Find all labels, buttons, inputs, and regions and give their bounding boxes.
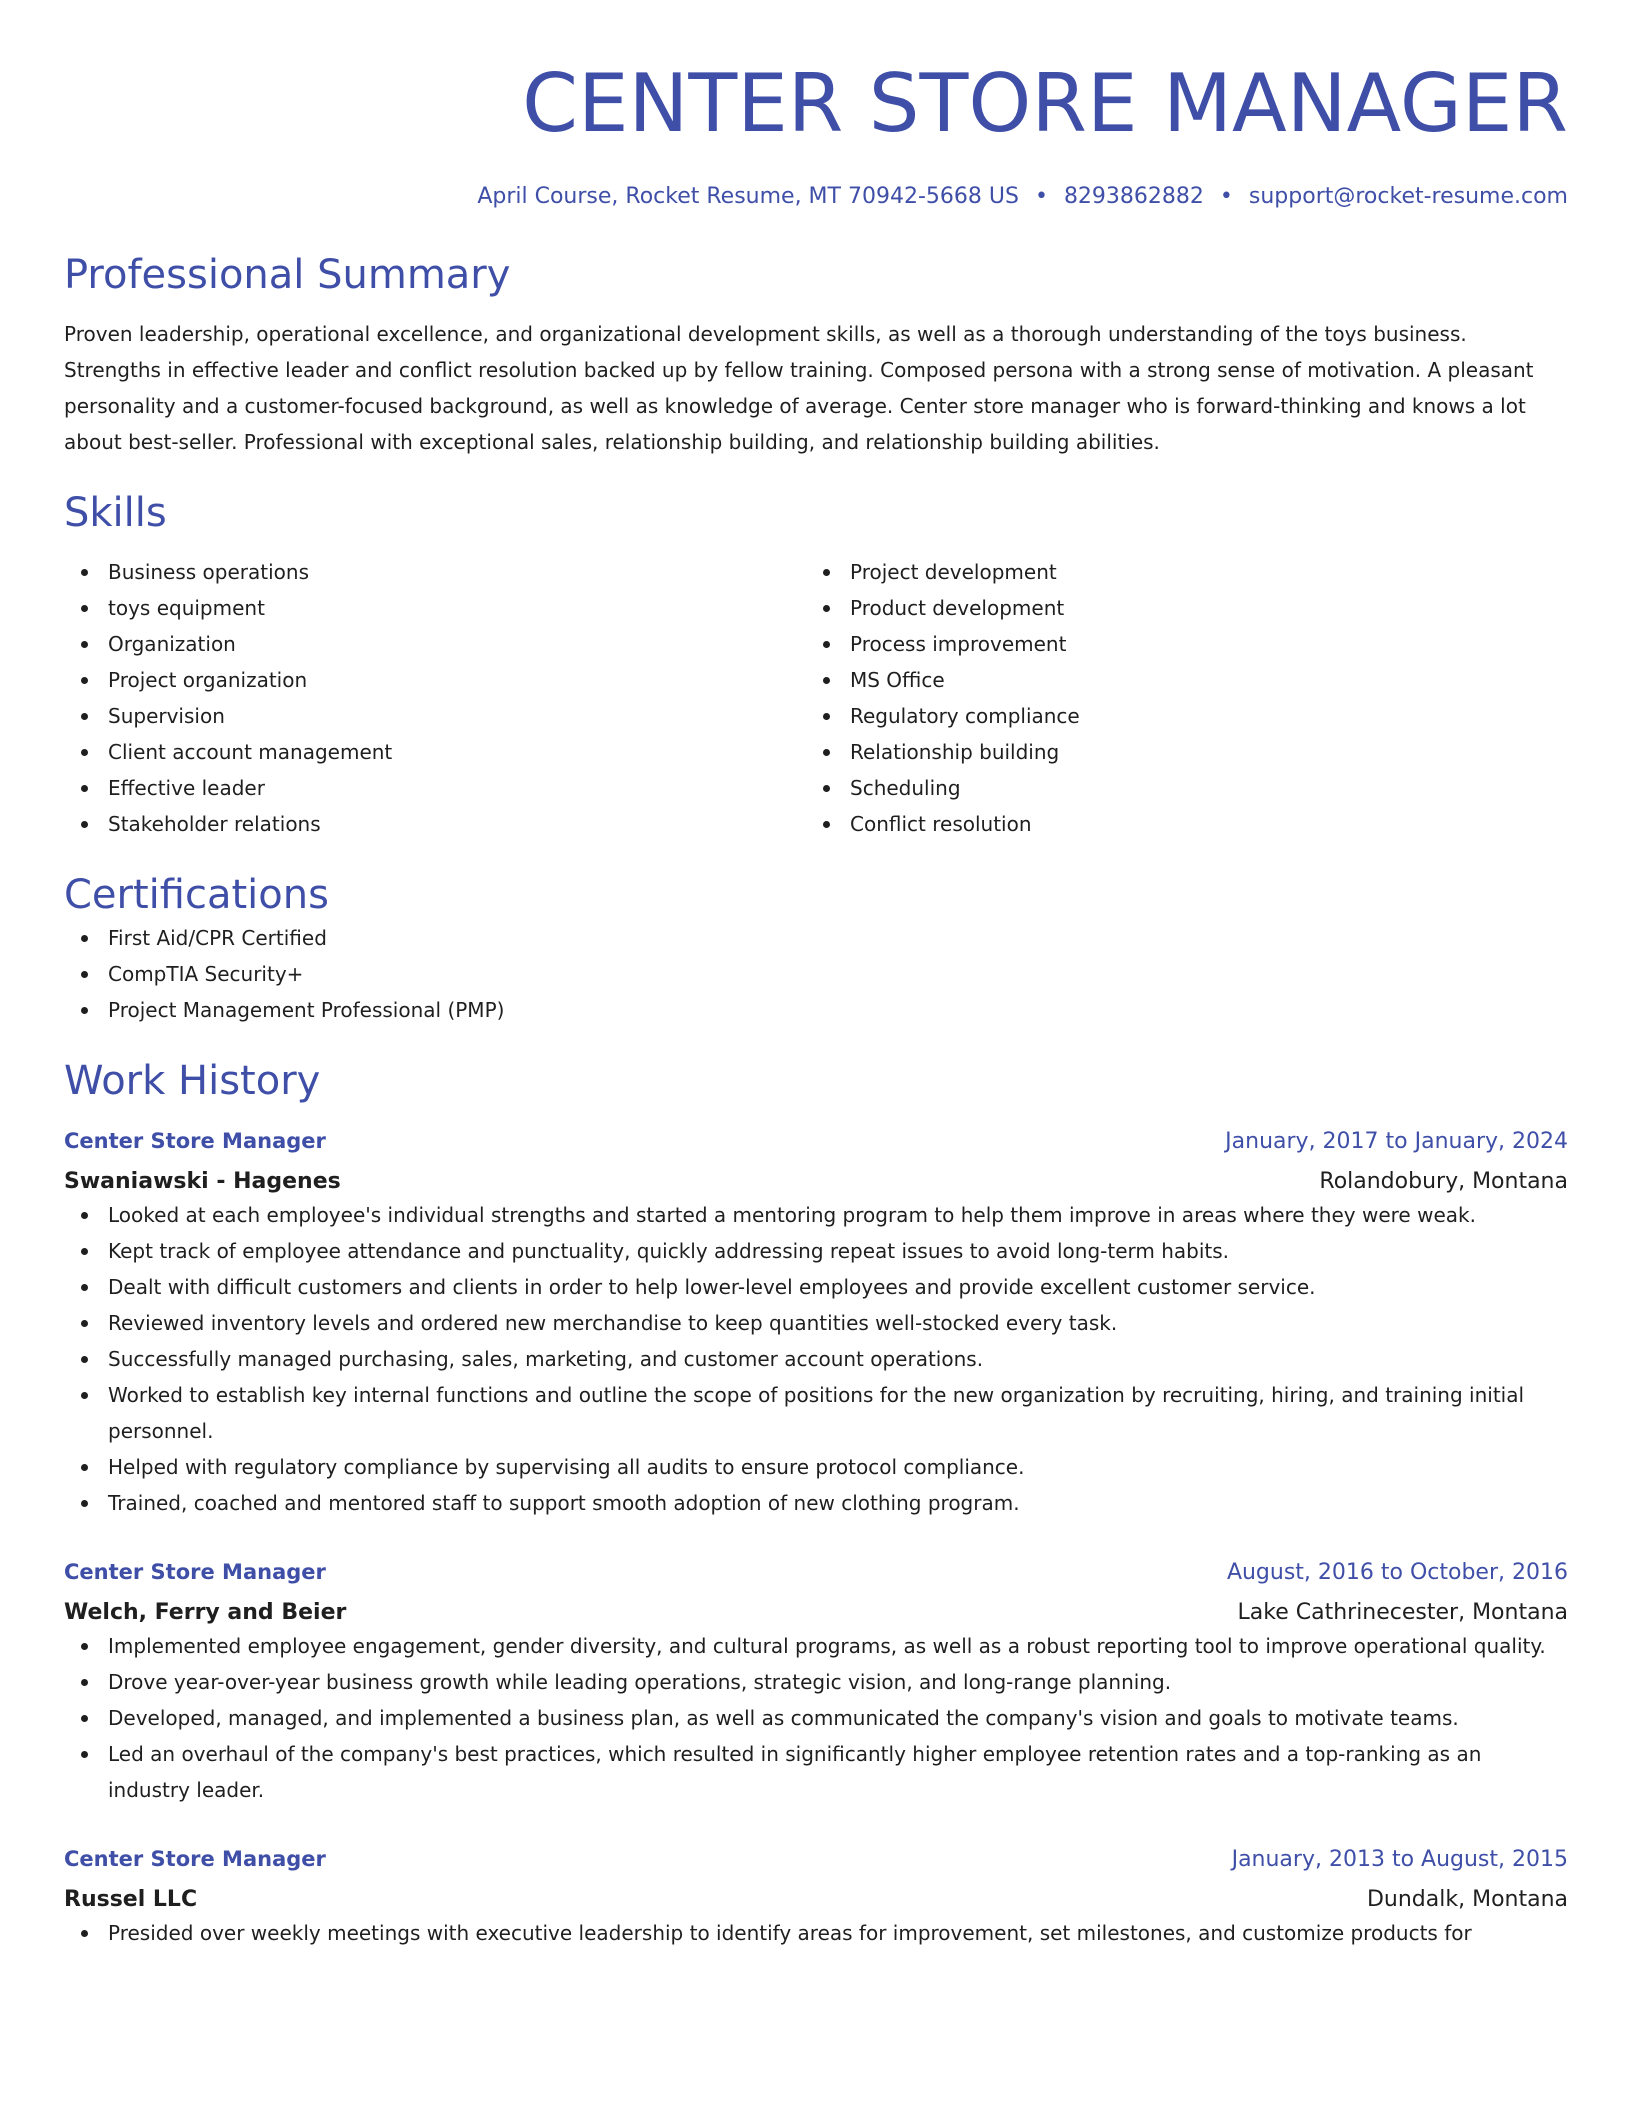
work-history-section — [64, 1056, 1568, 1951]
job-subheader — [64, 1598, 1568, 1628]
skill-item: Scheduling — [806, 770, 1568, 806]
job-dates: August, 2016 to October, 2016 — [1226, 1560, 1568, 1585]
job-company: Welch, Ferry and Beier — [64, 1600, 347, 1625]
summary-section — [64, 250, 1568, 460]
skill-item: Relationship building — [806, 734, 1568, 770]
skills-list-right — [806, 554, 1568, 842]
job-header — [64, 1126, 1568, 1157]
skill-item: Effective leader — [64, 770, 806, 806]
job-bullet: Dealt with difficult customers and clients in order to help lower-level employees and provide excellent customer service. — [64, 1269, 1568, 1305]
job-bullet: Worked to establish key internal functions and outline the scope of positions for the new organization by recruiting, hiring, and training initial personnel. — [64, 1377, 1568, 1449]
job-dates: January, 2013 to August, 2015 — [1231, 1847, 1568, 1872]
job-company: Russel LLC — [64, 1887, 198, 1912]
job-entry — [64, 1557, 1568, 1808]
job-bullet: Presided over weekly meetings with executive leadership to identify areas for improvement, set milestones, and customize products for — [64, 1915, 1568, 1951]
skill-item: Project organization — [64, 662, 806, 698]
certification-item: First Aid/CPR Certified — [64, 920, 1568, 956]
skill-item: Organization — [64, 626, 806, 662]
contact-email: support@rocket-resume.com — [1248, 184, 1568, 209]
section-title-summary: Professional Summary — [64, 252, 511, 298]
contact-phone: 8293862882 — [1063, 184, 1204, 209]
job-bullet: Implemented employee engagement, gender diversity, and cultural programs, as well as a robust reporting tool to improve operational quality. — [64, 1628, 1568, 1664]
skills-grid — [64, 554, 1568, 842]
skills-list-left — [64, 554, 806, 842]
job-company: Swaniawski - Hagenes — [64, 1169, 341, 1194]
job-title: Center Store Manager — [64, 1847, 326, 1871]
skill-item: Project development — [806, 554, 1568, 590]
job-title: Center Store Manager — [64, 1560, 326, 1584]
job-bullets — [64, 1197, 1568, 1521]
skill-item: MS Office — [806, 662, 1568, 698]
summary-text: Proven leadership, operational excellence, and organizational development skills, as well as a thorough understanding of the toys business. Strengths in effective leader and conflict resolution backed up by fellow training. Composed persona with a strong sense of motivation. A pleasant personality and a customer-focused background, as well as knowledge of average. Center store manager who is forward-thinking and knows a lot about best-seller. Professional with exceptional sales, relationship building, and relationship building abilities. — [64, 322, 1534, 454]
job-location: Lake Cathrinecester, Montana — [1237, 1600, 1568, 1625]
skill-item: Business operations — [64, 554, 806, 590]
job-location: Dundalk, Montana — [1366, 1887, 1568, 1912]
skill-item: Stakeholder relations — [64, 806, 806, 842]
job-subheader — [64, 1167, 1568, 1197]
job-bullet: Developed, managed, and implemented a business plan, as well as communicated the company's vision and goals to motivate teams. — [64, 1700, 1568, 1736]
job-dates: January, 2017 to January, 2024 — [1225, 1129, 1568, 1154]
job-bullet: Drove year-over-year business growth while leading operations, strategic vision, and long-range planning. — [64, 1664, 1568, 1700]
contact-address: April Course, Rocket Resume, MT 70942-5668 US — [477, 184, 1019, 209]
job-bullet: Trained, coached and mentored staff to support smooth adoption of new clothing program. — [64, 1485, 1568, 1521]
contact-separator: • — [1034, 184, 1048, 209]
job-bullet: Led an overhaul of the company's best practices, which resulted in significantly higher employee retention rates and a top-ranking as an industry leader. — [64, 1736, 1568, 1808]
skill-item: Process improvement — [806, 626, 1568, 662]
job-entry — [64, 1126, 1568, 1521]
job-header — [64, 1844, 1568, 1875]
job-title: Center Store Manager — [64, 1129, 326, 1153]
skills-section — [64, 488, 1568, 842]
section-title-skills: Skills — [64, 490, 167, 536]
certification-item: CompTIA Security+ — [64, 956, 1568, 992]
candidate-name: CENTER STORE MANAGER — [522, 57, 1568, 150]
certification-item: Project Management Professional (PMP) — [64, 992, 1568, 1028]
job-bullet: Looked at each employee's individual strengths and started a mentoring program to help them improve in areas where they were weak. — [64, 1197, 1568, 1233]
certifications-list — [64, 920, 1568, 1028]
skill-item: Regulatory compliance — [806, 698, 1568, 734]
skill-item: Supervision — [64, 698, 806, 734]
section-title-work-history: Work History — [64, 1058, 321, 1104]
job-bullets — [64, 1915, 1568, 1951]
job-bullet: Kept track of employee attendance and punctuality, quickly addressing repeat issues to avoid long-term habits. — [64, 1233, 1568, 1269]
skill-item: Product development — [806, 590, 1568, 626]
job-header — [64, 1557, 1568, 1588]
job-entry — [64, 1844, 1568, 1951]
job-bullets — [64, 1628, 1568, 1808]
skill-item: Conflict resolution — [806, 806, 1568, 842]
job-subheader — [64, 1885, 1568, 1915]
section-title-certifications: Certifications — [64, 872, 329, 918]
job-bullet: Successfully managed purchasing, sales, marketing, and customer account operations. — [64, 1341, 1568, 1377]
job-bullet: Reviewed inventory levels and ordered new merchandise to keep quantities well-stocked every task. — [64, 1305, 1568, 1341]
skill-item: toys equipment — [64, 590, 806, 626]
contact-line — [64, 182, 1568, 212]
job-bullet: Helped with regulatory compliance by supervising all audits to ensure protocol compliance. — [64, 1449, 1568, 1485]
resume-header — [64, 56, 1568, 212]
skill-item: Client account management — [64, 734, 806, 770]
job-location: Rolandobury, Montana — [1319, 1169, 1568, 1194]
certifications-section — [64, 870, 1568, 1028]
contact-separator: • — [1219, 184, 1233, 209]
